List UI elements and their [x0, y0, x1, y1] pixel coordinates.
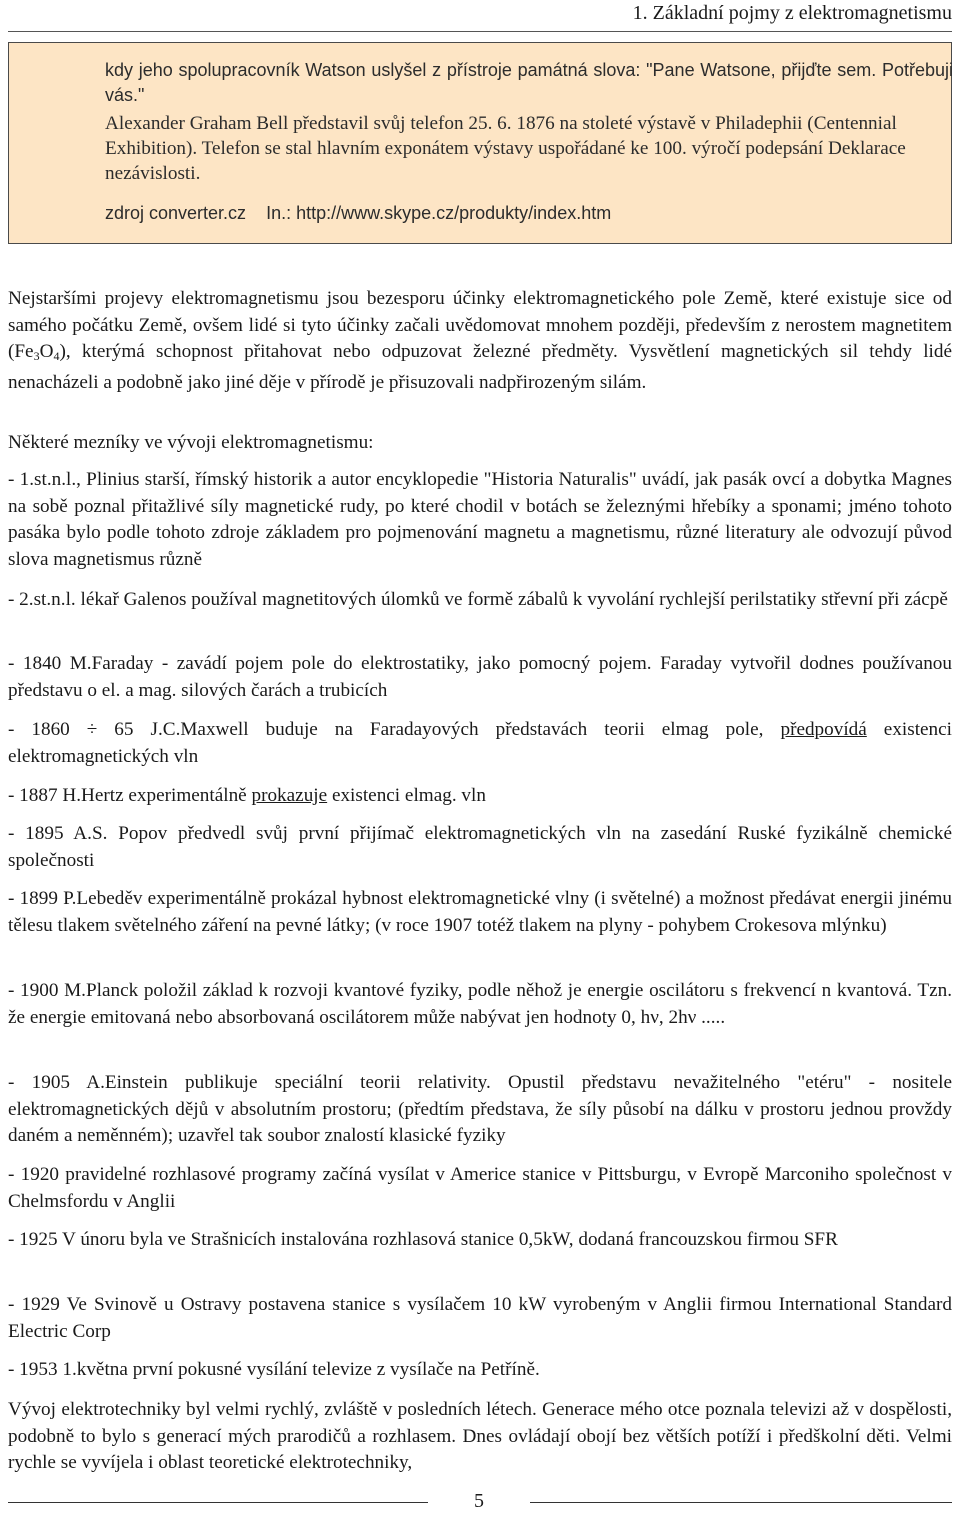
- milestone-1: - 1.st.n.l., Plinius starší, římský historik a autor encyklopedie "Historia Naturalis" uvádí, jak pasák ovcí a dobytka Magnes na sobě poznal přitažlivé síly magnetické rudy, po které chodil v botách se železnými hřebíky a sponami; jméno tohoto pasáka bylo podle tohoto zdroje základem pro pojmenování magnetu a magnetismu, různé literatury ale odvozují původ slova magnetismus různě: [8, 469, 952, 570]
- milestone-7: - 1899 P.Lebeděv experimentálně prokázal hybnost elektromagnetické vlny (i světelné) a možnost předávat energii jinému tělesu tlakem světelného záření na pevné látky; (v roce 1907 totéž tlakem na plyny - pohybem Crokesova mlýnku): [8, 888, 952, 936]
- chapter-title: 1. Základní pojmy z elektromagnetismu: [632, 2, 952, 24]
- page-number: 5: [474, 1490, 484, 1512]
- intro-paragraph: Nejstaršími projevy elektromagnetismu jsou bezesporu účinky elektromagnetického pole Země, které existuje sice od samého počátku Země, ovšem lidé si tyto účinky začali uvědomovat mnohem později, především z nerostem magnetitem $(Fe_3O_4)$, kterýmá schopnost přitahovat nebo odpuzovat železné předměty. Vysvětlení magnetických sil tehdy lidé nenacházeli a podobně jako jiné děje v přírodě je přisuzovali nadpřirozeným silám.: [8, 288, 952, 393]
- bell-paragraph: Alexander Graham Bell představil svůj telefon 25. 6. 1876 na stoleté výstavě v Philadephii (Centennial Exhibition). Telefon se stal hlavním exponátem výstavy uspořádané ke 100. výročí podepsání Deklarace nezávislosti.: [105, 113, 906, 184]
- milestone-9: - 1905 A.Einstein publikuje speciální teorii relativity. Opustil představu nevažitelného "etéru" - nositele elektromagnetických dějů v absolutním prostoru; (předtím představa, že síly působí na dálku v prostoru jednou provždy daném a neměnném); uzavřel tak soubor znalostí klasické fyziky: [8, 1072, 952, 1146]
- page-header: [0, 0, 960, 32]
- milestone-5: - 1887 H.Hertz experimentálně prokazuje existenci elmag. vln: [8, 785, 486, 806]
- quote-box: [8, 42, 952, 244]
- source-label: zdroj converter.cz: [105, 203, 247, 223]
- milestone-8: - 1900 M.Planck položil základ k rozvoji kvantové fyziky, podle něhož je energie oscilátoru s frekvencí n kvantová. Tzn. že energie emitovaná nebo absorbovaná oscilátorem může nabývat jen hodnoty 0, hν, 2hν .....: [8, 980, 952, 1028]
- source-link[interactable]: In.: http://www.skype.cz/produkty/index.htm: [266, 203, 612, 223]
- quote-text: kdy jeho spolupracovník Watson uslyšel z přístroje památná slova: "Pane Watsone, přijďte sem. Potřebuji vás.": [105, 60, 953, 105]
- footer-rule-left: [8, 1502, 428, 1503]
- milestone-2: - 2.st.n.l. lékař Galenos používal magnetitových úlomků ve formě zábalů k vyvolání rychlejší perilstatiky střevní při zácpě: [8, 589, 948, 610]
- milestone-12: - 1929 Ve Svinově u Ostravy postavena stanice s vysílačem 10 kW vyrobeným v Anglii firmou International Standard Electric Corp: [8, 1294, 952, 1342]
- milestone-6: - 1895 A.S. Popov předvedl svůj první přijímač elektromagnetických vln na zasedání Ruské fyzikálně chemické společnosti: [8, 823, 952, 871]
- milestones-heading: Některé mezníky ve vývoji elektromagnetismu:: [8, 432, 374, 453]
- milestone-11: - 1925 V únoru byla ve Strašnicích instalována rozhlasová stanice 0,5kW, dodaná francouzskou firmou SFR: [8, 1229, 838, 1250]
- milestone-10: - 1920 pravidelné rozhlasové programy začíná vysílat v Americe stanice v Pittsburgu, v Evropě Marconiho společnost v Chelmsfordu v Anglii: [8, 1164, 952, 1212]
- header-rule: [8, 31, 952, 32]
- footer-rule-right: [530, 1502, 952, 1503]
- closing-paragraph: Vývoj elektrotechniky byl velmi rychlý, zvláště v posledních létech. Generace mého otce poznala televizi až v dospělosti, podobně to bylo s generací mých prarodičů a rozhlasem. Dnes ovládají obojí bez větších potíží i předškolní děti. Velmi rychle se vyvíjela i oblast teoretické elektrotechniky,: [8, 1399, 952, 1473]
- milestone-3: - 1840 M.Faraday - zavádí pojem pole do elektrostatiky, jako pomocný pojem. Faraday vytvořil dodnes používanou představu o el. a mag. silových čarách a trubicích: [8, 653, 952, 701]
- source-line: [105, 201, 953, 226]
- milestone-4: - 1860 ÷ 65 J.C.Maxwell buduje na Faradayových představách teorii elmag pole, předpovídá existenci elektromagnetických vln: [8, 719, 952, 767]
- milestone-13: - 1953 1.května první pokusné vysílání televize z vysílače na Petříně.: [8, 1359, 540, 1380]
